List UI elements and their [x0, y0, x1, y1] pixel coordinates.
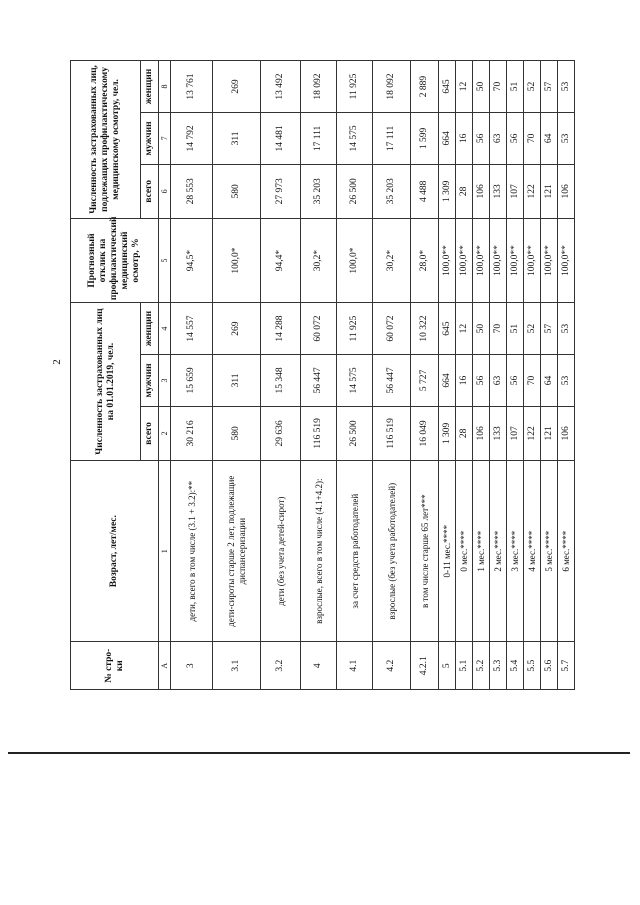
- cell-s-women: 13 492: [261, 61, 301, 113]
- cell-resp: 100,0*: [213, 218, 261, 302]
- cell-total: 30 216: [171, 406, 213, 460]
- cell-total: 106: [473, 406, 490, 460]
- cell-label: 3 мес.****: [507, 460, 524, 642]
- table-row: [213, 61, 261, 690]
- column-number-row: [159, 61, 171, 690]
- page-number: 2: [51, 359, 63, 365]
- table-row: [171, 61, 213, 690]
- cell-s-men: 70: [524, 112, 541, 164]
- cell-s-total: 106: [473, 164, 490, 218]
- cell-label: 5 мес.****: [541, 460, 558, 642]
- cell-women: 12: [456, 303, 473, 355]
- header-age: Возраст, лет/мес.: [71, 460, 159, 642]
- cell-total: 16 049: [411, 406, 439, 460]
- table-row: [373, 61, 411, 690]
- cell-label: 6 мес.****: [558, 460, 575, 642]
- table-row: [541, 61, 558, 690]
- cell-s-men: 53: [558, 112, 575, 164]
- cell-s-men: 14 481: [261, 112, 301, 164]
- cell-total: 122: [524, 406, 541, 460]
- cell-resp: 100,0**: [439, 218, 456, 302]
- cell-men: 63: [490, 355, 507, 407]
- cell-label: за счет средств работодателей: [337, 460, 373, 642]
- cell-s-women: 50: [473, 61, 490, 113]
- header-total: всего: [141, 406, 159, 460]
- cell-s-women: 52: [524, 61, 541, 113]
- cell-label: 0 мес.****: [456, 460, 473, 642]
- cell-s-total: 133: [490, 164, 507, 218]
- cell-total: 28: [456, 406, 473, 460]
- page-divider: [8, 752, 630, 754]
- cell-s-total: 107: [507, 164, 524, 218]
- cell-women: 60 072: [373, 303, 411, 355]
- column-number: 1: [159, 460, 171, 642]
- cell-no: 3: [171, 642, 213, 690]
- cell-no: 4.2: [373, 642, 411, 690]
- cell-men: 15 659: [171, 355, 213, 407]
- table-row: [524, 61, 541, 690]
- column-number: 7: [159, 112, 171, 164]
- table-row: [490, 61, 507, 690]
- cell-no: 3.1: [213, 642, 261, 690]
- cell-s-total: 35 203: [373, 164, 411, 218]
- cell-men: 5 727: [411, 355, 439, 407]
- cell-total: 116 519: [373, 406, 411, 460]
- header-men: мужчин: [141, 355, 159, 407]
- cell-resp: 94,5*: [171, 218, 213, 302]
- cell-s-total: 28 553: [171, 164, 213, 218]
- cell-s-men: 16: [456, 112, 473, 164]
- cell-s-women: 2 889: [411, 61, 439, 113]
- cell-no: 5.5: [524, 642, 541, 690]
- header-total: всего: [141, 164, 159, 218]
- cell-women: 70: [490, 303, 507, 355]
- header-women: женщин: [141, 303, 159, 355]
- cell-s-women: 18 092: [373, 61, 411, 113]
- table-row: [456, 61, 473, 690]
- cell-label: 0-11 мес.****: [439, 460, 456, 642]
- cell-men: 311: [213, 355, 261, 407]
- cell-s-women: 12: [456, 61, 473, 113]
- cell-s-women: 269: [213, 61, 261, 113]
- header-subject: Численность застрахованных лиц, подлежащих профилактическому медицинскому осмотру, чел.: [71, 61, 141, 219]
- cell-s-total: 4 488: [411, 164, 439, 218]
- header-row-no: № стро-ки: [71, 642, 159, 690]
- cell-men: 56: [473, 355, 490, 407]
- cell-s-men: 17 111: [373, 112, 411, 164]
- column-number: 2: [159, 406, 171, 460]
- cell-s-men: 64: [541, 112, 558, 164]
- cell-s-total: 26 500: [337, 164, 373, 218]
- cell-label: в том числе старше 65 лет***: [411, 460, 439, 642]
- cell-no: 5.7: [558, 642, 575, 690]
- cell-s-men: 56: [473, 112, 490, 164]
- table-row: [337, 61, 373, 690]
- cell-women: 52: [524, 303, 541, 355]
- cell-s-women: 53: [558, 61, 575, 113]
- cell-resp: 100,0*: [337, 218, 373, 302]
- cell-s-total: 106: [558, 164, 575, 218]
- cell-resp: 100,0**: [541, 218, 558, 302]
- cell-total: 106: [558, 406, 575, 460]
- cell-men: 14 575: [337, 355, 373, 407]
- cell-resp: 100,0**: [558, 218, 575, 302]
- table-row: [261, 61, 301, 690]
- cell-men: 56 447: [301, 355, 337, 407]
- cell-women: 645: [439, 303, 456, 355]
- cell-men: 15 348: [261, 355, 301, 407]
- cell-s-men: 664: [439, 112, 456, 164]
- column-number: 8: [159, 61, 171, 113]
- insured-persons-table: [70, 60, 575, 690]
- cell-total: 26 500: [337, 406, 373, 460]
- cell-s-men: 17 111: [301, 112, 337, 164]
- cell-women: 51: [507, 303, 524, 355]
- cell-men: 64: [541, 355, 558, 407]
- cell-women: 10 322: [411, 303, 439, 355]
- table-row: [411, 61, 439, 690]
- cell-s-total: 121: [541, 164, 558, 218]
- cell-women: 11 925: [337, 303, 373, 355]
- cell-resp: 28,0*: [411, 218, 439, 302]
- cell-total: 121: [541, 406, 558, 460]
- cell-label: 2 мес.****: [490, 460, 507, 642]
- header-insured: Численность застрахованных лиц на 01.01.2019, чел.: [71, 303, 141, 461]
- cell-no: 5.4: [507, 642, 524, 690]
- cell-resp: 100,0**: [490, 218, 507, 302]
- cell-resp: 94,4*: [261, 218, 301, 302]
- cell-label: 1 мес.****: [473, 460, 490, 642]
- cell-men: 70: [524, 355, 541, 407]
- column-number: 3: [159, 355, 171, 407]
- cell-s-men: 14 792: [171, 112, 213, 164]
- cell-total: 133: [490, 406, 507, 460]
- table-row: [439, 61, 456, 690]
- cell-s-total: 1 309: [439, 164, 456, 218]
- cell-s-total: 122: [524, 164, 541, 218]
- table-row: [301, 61, 337, 690]
- cell-s-women: 57: [541, 61, 558, 113]
- cell-s-total: 28: [456, 164, 473, 218]
- cell-no: 4.2.1: [411, 642, 439, 690]
- cell-men: 53: [558, 355, 575, 407]
- header-response: Прогнозный отклик на профилактический медицинский осмотр, %: [71, 218, 159, 302]
- cell-label: дети-сироты старше 2 лет, подлежащие диспансеризации: [213, 460, 261, 642]
- cell-women: 14 288: [261, 303, 301, 355]
- cell-s-women: 70: [490, 61, 507, 113]
- cell-no: 4: [301, 642, 337, 690]
- cell-no: 3.2: [261, 642, 301, 690]
- table-body: [171, 61, 575, 690]
- cell-resp: 100,0**: [507, 218, 524, 302]
- cell-total: 107: [507, 406, 524, 460]
- cell-resp: 30,2*: [301, 218, 337, 302]
- cell-s-women: 645: [439, 61, 456, 113]
- cell-label: дети (без учета детей-сирот): [261, 460, 301, 642]
- column-number: 5: [159, 218, 171, 302]
- cell-label: дети, всего в том числе (3.1 + 3.2):**: [171, 460, 213, 642]
- cell-resp: 100,0**: [524, 218, 541, 302]
- cell-women: 269: [213, 303, 261, 355]
- cell-resp: 30,2*: [373, 218, 411, 302]
- cell-women: 14 557: [171, 303, 213, 355]
- column-number: 4: [159, 303, 171, 355]
- cell-no: 4.1: [337, 642, 373, 690]
- cell-s-total: 35 203: [301, 164, 337, 218]
- cell-s-women: 11 925: [337, 61, 373, 113]
- cell-s-women: 51: [507, 61, 524, 113]
- column-number: 6: [159, 164, 171, 218]
- cell-s-women: 18 092: [301, 61, 337, 113]
- cell-s-total: 27 973: [261, 164, 301, 218]
- cell-s-total: 580: [213, 164, 261, 218]
- cell-s-women: 13 761: [171, 61, 213, 113]
- header-women: женщин: [141, 61, 159, 113]
- column-number: А: [159, 642, 171, 690]
- cell-women: 53: [558, 303, 575, 355]
- document-table-area: [70, 60, 570, 690]
- table-row: [507, 61, 524, 690]
- cell-no: 5.3: [490, 642, 507, 690]
- cell-men: 56: [507, 355, 524, 407]
- cell-label: 4 мес.****: [524, 460, 541, 642]
- cell-s-men: 14 575: [337, 112, 373, 164]
- cell-total: 580: [213, 406, 261, 460]
- cell-s-men: 63: [490, 112, 507, 164]
- cell-s-men: 1 599: [411, 112, 439, 164]
- cell-total: 29 636: [261, 406, 301, 460]
- cell-resp: 100,0**: [473, 218, 490, 302]
- cell-total: 1 309: [439, 406, 456, 460]
- rotated-table-container: [70, 60, 570, 690]
- cell-no: 5: [439, 642, 456, 690]
- table-header: [71, 61, 171, 690]
- table-row: [558, 61, 575, 690]
- cell-men: 664: [439, 355, 456, 407]
- table-row: [473, 61, 490, 690]
- cell-men: 16: [456, 355, 473, 407]
- cell-s-men: 56: [507, 112, 524, 164]
- cell-label: взрослые, всего в том числе (4.1+4.2):: [301, 460, 337, 642]
- cell-no: 5.2: [473, 642, 490, 690]
- cell-no: 5.6: [541, 642, 558, 690]
- cell-women: 50: [473, 303, 490, 355]
- cell-women: 60 072: [301, 303, 337, 355]
- cell-total: 116 519: [301, 406, 337, 460]
- cell-s-men: 311: [213, 112, 261, 164]
- header-men: мужчин: [141, 112, 159, 164]
- cell-no: 5.1: [456, 642, 473, 690]
- cell-men: 56 447: [373, 355, 411, 407]
- cell-label: взрослые (без учета работодателей): [373, 460, 411, 642]
- cell-women: 57: [541, 303, 558, 355]
- cell-resp: 100,0**: [456, 218, 473, 302]
